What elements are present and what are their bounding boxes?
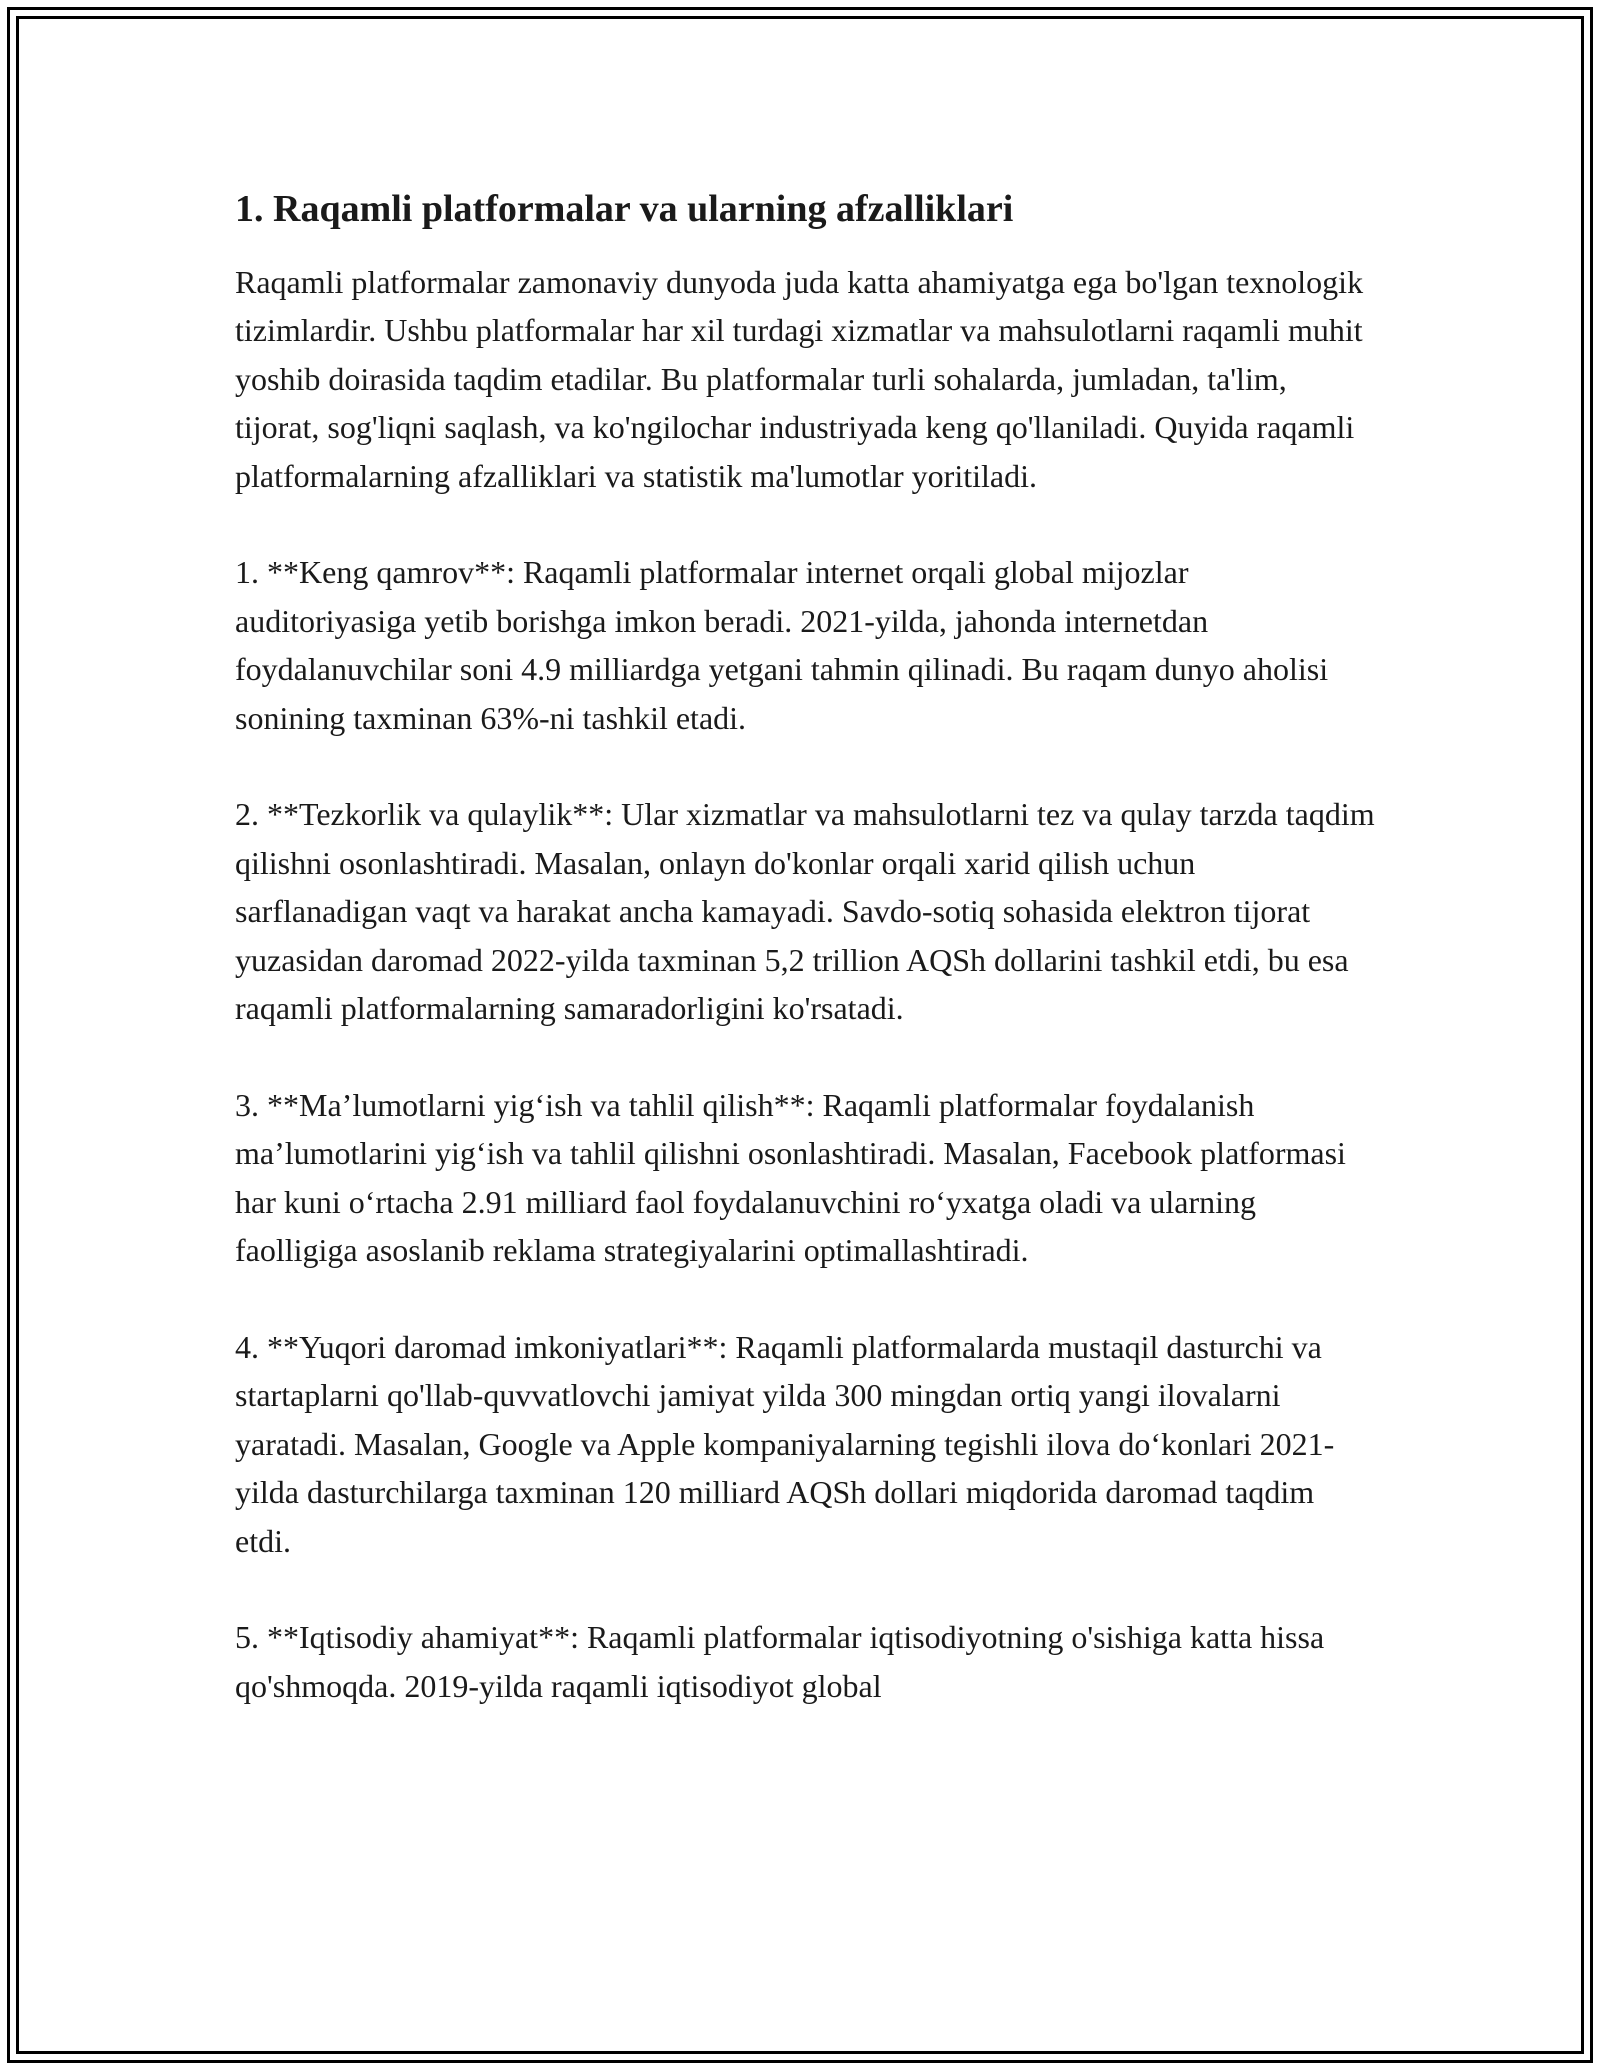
paragraph-iqtisodiy: 5. **Iqtisodiy ahamiyat**: Raqamli platformalar iqtisodiyotning o'sishiga katta hissa qo'shmoqda. 2019-yilda raqamli iqtisodiyot global: [235, 1619, 1325, 1704]
paragraph-keng-qamrov: 1. **Keng qamrov**: Raqamli platformalar internet orqali global mijozlar auditoriyasiga yetib borishga imkon beradi. 2021-yilda, jahonda internetdan foydalanuvchilar soni 4.9 milliardga yetgani tahmin qilinadi. Bu raqam dunyo aholisi sonining taxminan 63%-ni tashkil etadi.: [235, 554, 1329, 736]
paragraph-daromad: 4. **Yuqori daromad imkoniyatlari**: Raqamli platformalarda mustaqil dasturchi va startaplarni qo'llab-quvvatlovchi jamiyat yilda 300 mingdan ortiq yangi ilovalarni yaratadi. Masalan, Google va Apple kompaniyalarning tegishli ilova do‘konlari 2021-yilda dasturchilarga taxminan 120 milliard AQSh dollari miqdorida daromad taqdim etdi.: [235, 1328, 1335, 1559]
section-title: 1. Raqamli platformalar va ularning afzalliklari: [235, 188, 1014, 230]
paragraph-tezkorlik: 2. **Tezkorlik va qulaylik**: Ular xizmatlar va mahsulotlarni tez va qulay tarzda taqdim qilishni osonlashtiradi. Masalan, onlayn do'konlar orqali xarid qilish uchun sarflanadigan vaqt va harakat ancha kamayadi. Savdo-sotiq sohasida elektron tijorat yuzasidan daromad 2022-yilda taxminan 5,2 trillion AQSh dollarini tashkil etdi, bu esa raqamli platformalarning samaradorligini ko'rsatadi.: [235, 796, 1375, 1027]
intro-paragraph: Raqamli platformalar zamonaviy dunyoda juda katta ahamiyatga ega bo'lgan texnologik tizimlardir. Ushbu platformalar har xil turdagi xizmatlar va mahsulotlarni raqamli muhit yoshib doirasida taqdim etadilar. Bu platformalar turli sohalarda, jumladan, ta'lim, tijorat, sog'liqni saqlash, va ko'ngilochar industriyada keng qo'llaniladi. Quyida raqamli platformalarning afzalliklari va statistik ma'lumotlar yoritiladi.: [235, 264, 1364, 494]
document-body: [235, 186, 1375, 1710]
paragraph-malumotlar: 3. **Ma’lumotlarni yig‘ish va tahlil qilish**: Raqamli platformalar foydalanish ma’lumotlarini yig‘ish va tahlil qilishni osonlashtiradi. Masalan, Facebook platformasi har kuni o‘rtacha 2.91 milliard faol foydalanuvchini ro‘yxatga oladi va ularning faolligiga asoslanib reklama strategiyalarini optimallashtiradi.: [235, 1086, 1346, 1269]
